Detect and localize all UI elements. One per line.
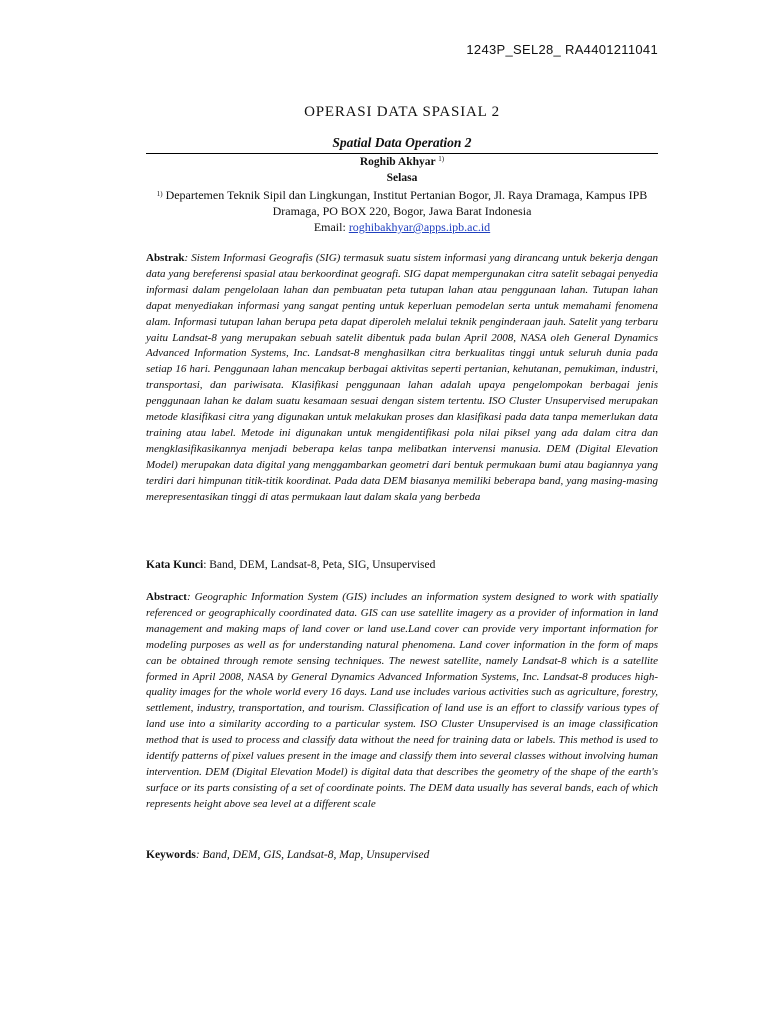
abstract-paragraph [146, 590, 658, 813]
page-subtitle: Spatial Data Operation 2 [332, 135, 472, 150]
email-line [146, 220, 658, 235]
affiliation-text: Departemen Teknik Sipil dan Lingkungan, Institut Pertanian Bogor, Jl. Raya Dramaga, Kampus IPB Dramaga, PO BOX 220, Bogor, Jawa Barat Indonesia [165, 188, 648, 218]
affiliation-superscript: 1) [156, 190, 163, 198]
abstrak-label: Abstrak [146, 252, 185, 264]
affiliation [146, 187, 658, 219]
page-title: OPERASI DATA SPASIAL 2 [304, 104, 500, 120]
author-line [146, 156, 658, 168]
author-name: Roghib Akhyar [359, 156, 436, 168]
keywords-line [146, 849, 658, 861]
keywords-text: : Band, DEM, GIS, Landsat-8, Map, Unsupervised [195, 849, 430, 861]
kata-kunci-label: Kata Kunci [146, 559, 204, 571]
abstrak-text: : Sistem Informasi Geografis (SIG) termasuk suatu sistem informasi yang dirancang untuk bekerja dengan data yang bereferensi spasial atau berkoordinat geografi. SIG dapat mempergunakan citra satelit sebagai penyedia informasi dalam pengelolaan lahan dan pembuatan peta tutupan lahan atau penggunaan lahan. Tutupan lahan dapat menyediakan informasi yang sangat penting untuk keperluan pemodelan serta untuk memahami fenomena alam. Informasi tutupan lahan berupa peta dapat diperoleh melalui teknik penginderaan jauh. Satelit yang terbaru yaitu Landsat-8 yang merupakan sebuah satelit dibentuk pada bulan April 2008, NASA oleh General Dynamics Advanced Information Systems, Inc. Landsat-8 menghasilkan citra berkualitas tinggi untuk seluruh dunia pada setiap 16 hari. Penggunaan lahan mencakup berbagai aktivitas seperti pertanian, kehutanan, pemukiman, industri, transportasi, dan pariwisata. Klasifikasi penggunaan lahan adalah upaya pengelompokan berbagai jenis penggunaan lahan ke dalam suatu kesamaan sesuai dengan sistem tertentu. ISO Cluster Unsupervised merupakan metode klasifikasi citra yang digunakan untuk melakukan proses dan klasifikasi pada data tanpa memerlukan data training atau label. Metode ini digunakan untuk mengidentifikasi pola nilai piksel yang ada dalam citra dan mengklasifikasikannya menjadi beberapa kelas tanpa melibatkan intervensi manusia. DEM (Digital Elevation Model) merupakan data digital yang menggambarkan geometri dari bentuk permukaan bumi atau bagiannya yang terdiri dari himpunan titik-titik koordinat. Pada data DEM biasanya memiliki beberapa band, yang masing-masing merepresentasikan tinggi di atas permukaan laut dalam skala yang berbeda [146, 252, 658, 503]
email-link[interactable]: roghibakhyar@apps.ipb.ac.id [348, 220, 491, 234]
abstract-label: Abstract [146, 591, 187, 603]
abstrak-paragraph [146, 251, 658, 506]
document-code: 1243P_SEL28_ RA4401211041 [466, 42, 658, 57]
abstract-text: : Geographic Information System (GIS) includes an information system designed to work with spatially referenced or geographically coordinated data. GIS can use satellite imagery as a provider of information in land management and making maps of land cover or land use.Land cover can provide very important information for modeling purposes as well as for understanding natural phenomena. Land cover information in the form of maps can be obtained through remote sensing techniques. The newest satellite, namely Landsat-8 which is a satellite formed in April 2008, NASA by General Dynamics Advanced Information Systems, Inc. Landsat-8 produces high-quality images for the whole world every 16 days. Land use includes various activities such as agriculture, forestry, settlement, industry, transportation, and tourism. Classification of land use is an effort to classify various types of land use into a similarity according to a particular system. ISO Cluster Unsupervised is an image classification method that is used to process and classify data without the need for training data or labels. This method is used to identify patterns of pixel values present in the image and classify them into several classes without involving human intervention. DEM (Digital Elevation Model) is digital data that describes the geometry of the shape of the earth's surface or its parts consisting of a set of coordinate points. The DEM data usually has several bands, each of which represents height above sea level at a different scale [146, 591, 658, 810]
author-day: Selasa [386, 172, 418, 184]
kata-kunci-line [146, 559, 658, 571]
kata-kunci-text: : Band, DEM, Landsat-8, Peta, SIG, Unsupervised [203, 559, 436, 571]
author-superscript: 1) [438, 155, 445, 163]
keywords-label: Keywords [146, 849, 196, 861]
email-label: Email: [313, 220, 346, 234]
title-divider [146, 153, 658, 154]
